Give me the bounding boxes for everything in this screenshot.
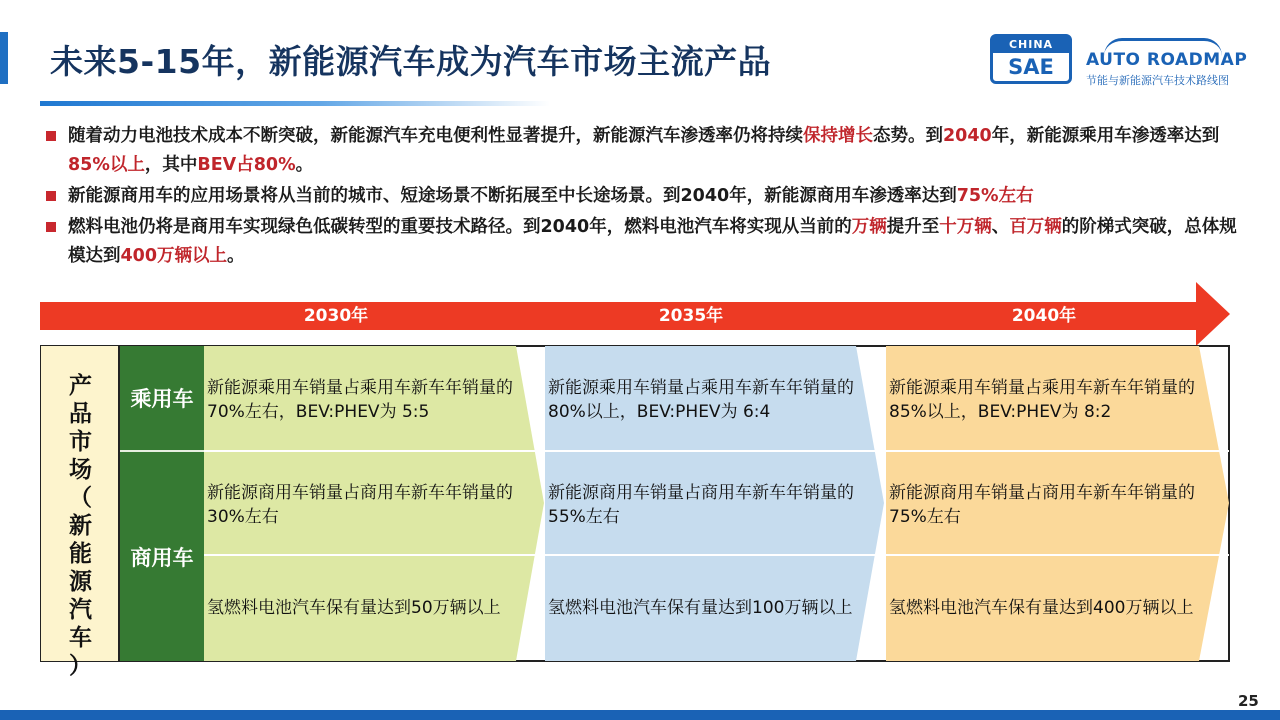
highlight-text: 400万辆以上 [120,246,228,266]
bullet-text: 。 [227,246,245,266]
cell-fuelcell-2035: 氢燃料电池汽车保有量达到100万辆以上 [548,598,853,618]
logo-sae-top-text: CHINA [993,37,1069,53]
row-separator [204,450,1229,452]
highlight-text: 85%以上 [68,155,145,175]
bullet-item [46,182,1246,211]
highlight-text: 2040 [943,126,992,146]
highlight-text: 万辆 [851,217,887,237]
bullet-text: ，其中 [144,155,198,175]
market-label-char: （ [69,485,92,511]
bullet-text: 、 [991,217,1010,237]
logo-roadmap-subtitle: 节能与新能源汽车技术路线图 [1086,74,1229,87]
timeline-arrow [40,282,1230,346]
market-label [41,372,120,680]
logo-sae-bottom-text: SAE [1008,55,1054,79]
bullet-text: 提升至 [886,217,940,237]
market-label-char: 市 [69,429,92,455]
highlight-text: 保持增长 [803,126,873,146]
page-number: 25 [1238,692,1259,710]
cell-passenger-2040: 新能源乘用车销量占乘用车新车年销量的85%以上，BEV:PHEV为 8:2 [889,378,1195,422]
market-label-char: 新 [69,513,92,539]
timeline-year-2030: 2030年 [303,306,369,326]
cell-fuelcell-2040: 氢燃料电池汽车保有量达到400万辆以上 [889,598,1194,618]
cell-fuelcell-2030: 氢燃料电池汽车保有量达到50万辆以上 [207,598,501,618]
row-separator [204,554,1229,556]
category-commercial [120,452,204,661]
logo-roadmap-name: AUTO ROADMAP [1086,50,1248,70]
highlight-text: 75%左右 [956,186,1034,206]
bullet-item [46,122,1246,180]
category-passenger-label: 乘用车 [130,387,194,411]
bullet-text: 随着动力电池技术成本不断突破，新能源汽车充电便利性显著提升，新能源汽车渗透率仍将持续 [68,126,803,146]
highlight-text: 百万辆 [1009,217,1062,237]
cell-passenger-2030: 新能源乘用车销量占乘用车新车年销量的70%左右，BEV:PHEV为 5:5 [207,378,513,422]
market-label-char: ） [69,653,92,679]
highlight-text: BEV占80% [197,155,296,175]
bullet-text: 年，新能源乘用车渗透率达到 [991,126,1220,146]
market-column [41,346,120,679]
bullet-text: 态势。到 [873,126,943,146]
title-accent-bar [0,32,8,84]
bullet-list [46,122,1246,273]
auto-roadmap-logo [1082,38,1248,88]
market-label-char: 源 [69,569,92,595]
cell-passenger-2035: 新能源乘用车销量占乘用车新车年销量的80%以上，BEV:PHEV为 6:4 [548,378,854,422]
bullet-text: 的阶梯式突破，总体规模达到 [68,217,1237,266]
page-title: 未来5-15年，新能源汽车成为汽车市场主流产品 [50,42,772,81]
china-sae-logo [990,34,1072,84]
bullet-text: 。 [295,155,314,175]
cell-commercial-2040: 新能源商用车销量占商用车新车年销量的75%左右 [889,483,1195,527]
market-label-char: 品 [69,401,92,427]
market-label-char: 汽 [69,597,92,623]
timeline-year-2035: 2035年 [658,306,724,326]
market-label-char: 能 [69,541,92,567]
highlight-text: 十万辆 [939,217,992,237]
bullet-text: 燃料电池仍将是商用车实现绿色低碳转型的重要技术路径。到2040年，燃料电池汽车将实现从当前的 [68,217,852,237]
cell-commercial-2035: 新能源商用车销量占商用车新车年销量的55%左右 [548,483,854,527]
market-label-char: 产 [69,373,92,399]
timeline-arrowhead [1196,282,1230,346]
market-label-char: 车 [69,625,92,651]
category-separator [120,450,204,452]
bullet-item [46,213,1246,271]
timeline-year-2040: 2040年 [1011,306,1077,326]
cell-commercial-2030: 新能源商用车销量占商用车新车年销量的30%左右 [207,483,513,527]
market-label-char: 场 [69,457,92,483]
footer-bar [0,710,1280,720]
title-underline [40,101,550,106]
category-passenger [120,346,204,450]
bullet-text: 新能源商用车的应用场景将从当前的城市、短途场景不断拓展至中长途场景。到2040年，新能源商用车渗透率达到 [68,186,957,206]
category-commercial-label: 商用车 [130,545,194,570]
